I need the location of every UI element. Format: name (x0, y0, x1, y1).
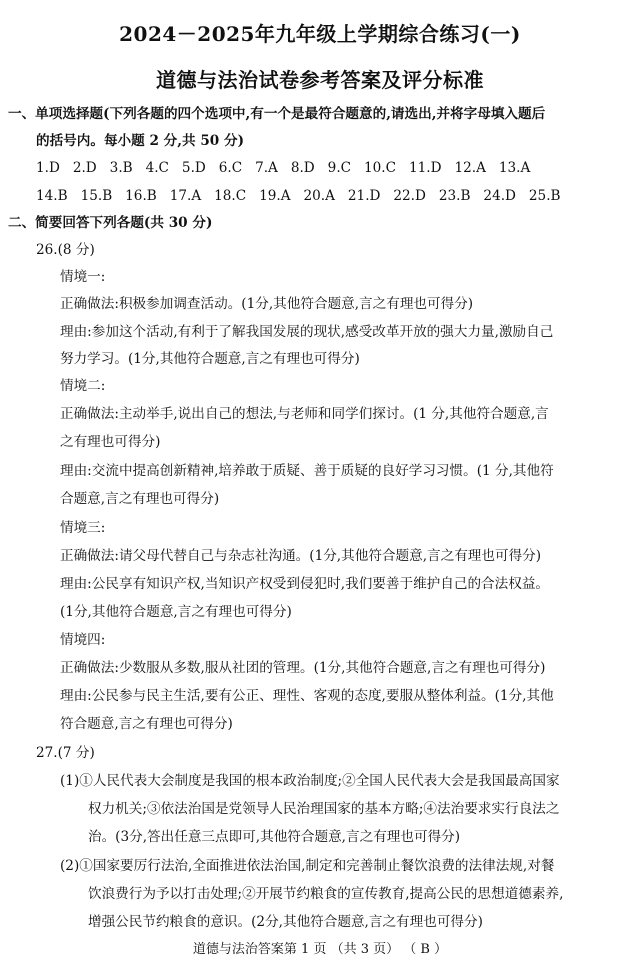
q27-part2-line3: 增强公民节约粮食的意识。(2分,其他符合题意,言之有理也可得分) (88, 914, 483, 930)
answers-row-2: 14.B 15.B 16.B 17.A 18.C 19.A 20.A 21.D 22.D 23.B 24.D 25.B (36, 188, 561, 204)
q26-scenario1-reason-line1: 理由:参加这个活动,有利于了解我国发展的现状,感受改革开放的强大力量,激励自己 (60, 324, 554, 340)
q26-scenario4-practice: 正确做法:少数服从多数,服从社团的管理。(1分,其他符合题意,言之有理也可得分) (60, 660, 546, 676)
section1-heading-line1: 一、单项选择题(下列各题的四个选项中,有一个是最符合题意的,请选出,并将字母填入题后 (8, 106, 546, 122)
q26-scenario2-reason-line2: 合题意,言之有理也可得分) (60, 491, 220, 507)
q26-scenario2-practice-line2: 之有理也可得分) (60, 434, 161, 450)
q26-scenario1-practice: 正确做法:积极参加调查活动。(1分,其他符合题意,言之有理也可得分) (60, 296, 474, 312)
page-title: 2024－2025年九年级上学期综合练习(一) (119, 22, 521, 46)
q27-part1-line3: 治。(3分,答出任意三点即可,其他符合题意,言之有理也可得分) (88, 829, 461, 845)
q27-label: 27.(7 分) (36, 745, 95, 761)
q26-scenario1-title: 情境一: (60, 269, 106, 285)
q27-part1-line1: (1)①人民代表大会制度是我国的根本政治制度;②全国人民代表大会是我国最高国家 (60, 773, 560, 789)
q26-scenario2-practice-line1: 正确做法:主动举手,说出自己的想法,与老师和同学们探讨。(1 分,其他符合题意,言 (60, 406, 549, 422)
q26-scenario2-reason-line1: 理由:交流中提高创新精神,培养敢于质疑、善于质疑的良好学习习惯。(1 分,其他符 (60, 463, 554, 479)
page-subtitle: 道德与法治试卷参考答案及评分标准 (156, 68, 484, 92)
q27-part1-line2: 权力机关;③依法治国是党领导人民治理国家的基本方略;④法治要求实行良法之 (88, 801, 560, 817)
q26-scenario3-title: 情境三: (60, 520, 106, 536)
section2-heading: 二、简要回答下列各题(共 30 分) (8, 215, 213, 231)
q26-scenario3-practice: 正确做法:请父母代替自己与杂志社沟通。(1分,其他符合题意,言之有理也可得分) (60, 548, 542, 564)
q26-scenario3-reason-line2: (1分,其他符合题意,言之有理也可得分) (60, 604, 292, 620)
section1-heading-line2: 的括号内。每小题 2 分,共 50 分) (36, 133, 245, 149)
answers-row-1: 1.D 2.D 3.B 4.C 5.D 6.C 7.A 8.D 9.C 10.C 11.D 12.A 13.A (36, 160, 531, 176)
page-footer: 道德与法治答案第 1 页 （共 3 页） （ B ） (192, 942, 448, 957)
q26-label: 26.(8 分) (36, 242, 95, 258)
q26-scenario1-reason-line2: 努力学习。(1分,其他符合题意,言之有理也可得分) (60, 351, 360, 367)
q27-part2-line2: 饮浪费行为予以打击处理;②开展节约粮食的宣传教育,提高公民的思想道德素养, (88, 886, 564, 902)
q26-scenario4-reason-line2: 符合题意,言之有理也可得分) (60, 716, 233, 732)
q26-scenario4-reason-line1: 理由:公民参与民主生活,要有公正、理性、客观的态度,要服从整体利益。(1分,其他 (60, 688, 554, 704)
q26-scenario4-title: 情境四: (60, 632, 106, 648)
q27-part2-line1: (2)①国家要厉行法治,全面推进依法治国,制定和完善制止餐饮浪费的法律法规,对餐 (60, 858, 555, 874)
q26-scenario2-title: 情境二: (60, 378, 106, 394)
q26-scenario3-reason-line1: 理由:公民享有知识产权,当知识产权受到侵犯时,我们要善于维护自己的合法权益。 (60, 576, 550, 592)
